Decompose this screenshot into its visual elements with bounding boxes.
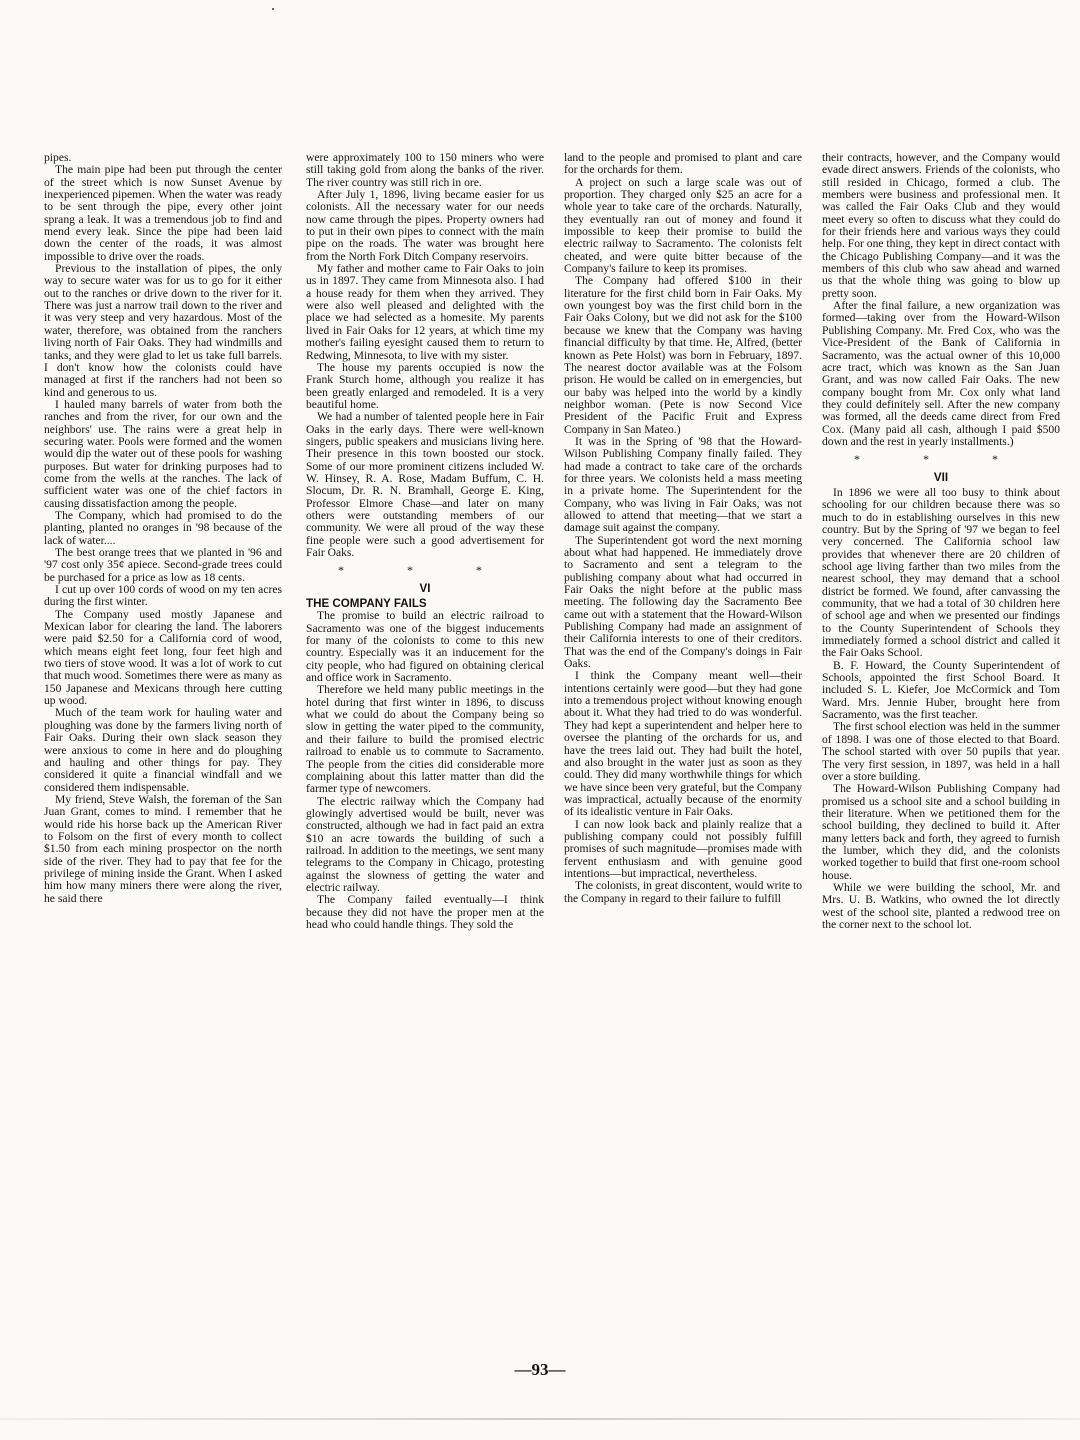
paragraph: The promise to build an electric railroad to Sacramento was one of the biggest inducements for many of the colonists to come to this new country. Especially was it an inducement for the city people, who had figured on obtaining clerical and office work in Sacramento. — [306, 609, 544, 685]
section-number: VII — [933, 470, 949, 484]
paragraph: Therefore we held many public meetings in the hotel during that first winter in 1896, to discuss what we could do about the Company being so slow in getting the water piped to the community, and their failure to build the promised electric railroad to enable us to commute to Sacramento. The people from the cities did considerable more complaining about this latter matter than did the farmer type of newcomers. — [306, 683, 544, 796]
section-separator: * * * — [854, 452, 1028, 467]
paragraph: I think the Company meant well—their intentions certainly were good—but they had gone into a tremendous project without knowing enough about it. What they had tried to do was wonderful. They had kept a superintendent and helper here to oversee the planting of the orchards for us, and have the trees laid out. They had built the hotel, and also brought in the water just as soon as they could. They did many worthwhile things for which we have since been very grateful, but the Company was impractical, actually because of the enormity of its idealistic venture in Fair Oaks. — [564, 669, 802, 819]
text-column-1 — [44, 152, 282, 905]
paragraph: were approximately 100 to 150 miners who were still taking gold from along the banks of the river. The river country was still rich in ore. — [306, 151, 544, 189]
paragraph: The colonists, in great discontent, would write to the Company in regard to their failure to fulfill — [564, 879, 803, 905]
paragraph: The Company used mostly Japanese and Mexican labor for clearing the land. The laborers were paid $2.50 for a California cord of wood, which means eight feet long, four feet high and two tiers of stove wood. It was a lot of work to cut that much wood. Sometimes there were as many as 150 Japanese and Mexicans through here cutting up wood. — [44, 607, 282, 708]
paragraph: It was in the Spring of '98 that the Howard-Wilson Publishing Company finally failed. They had made a contract to take care of the orchards for three years. We colonists held a mass meeting in a private home. The Superintendent for the Company, who was living in Fair Oaks, was not allowed to attend that meeting—that we start a damage suit against the company. — [564, 434, 802, 535]
section-separator: * * * — [338, 563, 512, 578]
paragraph: A project on such a large scale was out of proportion. They charged only $25 an acre for a whole year to take care of the orchards. Naturally, they eventually ran out of money and found it impossible to keep their promise to build the electric railway to Sacramento. The colonists felt cheated, and were quite bitter because of the Company's failure to keep its promises. — [564, 175, 802, 276]
paragraph: Much of the team work for hauling water and ploughing was done by the farmers living north of Fair Oaks. During their own slack season they were anxious to come in here and do ploughing and hauling and other things for pay. They considered it quite a financial windfall and we considered them indispensable. — [44, 706, 282, 794]
text-column-2 — [306, 152, 544, 931]
paragraph: The Superintendent got word the next morning about what had happened. He immediately drove to Sacramento and sent a telegram to the publishing company about what had occurred in Fair Oaks the night before at the public mass meeting. The following day the Sacramento Bee came out with a statement that the Howard-Wilson Publishing Company had made an assignment of their California interests to one of their creditors. That was the end of the Company's doings in Fair Oaks. — [564, 533, 802, 671]
paragraph: The Company, which had promised to do the planting, planted no oranges in '98 because of the lack of water.... — [44, 508, 282, 547]
paragraph: I cut up over 100 cords of wood on my ten acres during the first winter. — [44, 583, 282, 609]
paragraph: The Company had offered $100 in their literature for the first child born in Fair Oaks. My own youngest boy was the first child born in the Fair Oaks Colony, but we did not ask for the $100 because we knew that the Company was having financial difficulty by that time. He, Alfred, (better known as Pete Holst) was born in February, 1897. The nearest doctor available was at the Folsom prison. He would be called on in emergencies, but our baby was helped into the world by a kindly neighbor woman. (Pete is now Second Vice President of the Pacific Fruit and Express Company in San Mateo.) — [564, 274, 802, 436]
paragraph: I can now look back and plainly realize that a publishing company could not possibly fulfill promises of such magnitude—promises made with fervent enthusiasm and with genuine good intentions—but impractical, nevertheless. — [564, 817, 802, 880]
scan-speck — [272, 8, 274, 10]
paragraph: After the final failure, a new organization was formed—taking over from the Howard-Wilson Publishing Company. Mr. Fred Cox, who was the Vice-President of the Bank of California in Sacramento, was the actual owner of this 10,000 acre tract, which was known as the San Juan Grant, and was now called Fair Oaks. The new company bought from Mr. Cox only what land they could definitely sell. After the new company was formed, all the deeds came direct from Fred Cox. (Many paid all cash, although I paid $500 down and the rest in yearly installments.) — [822, 299, 1060, 448]
paragraph: The first school election was held in the summer of 1898. I was one of those elected to that Board. The school started with over 50 pupils that year. The very first session, in 1897, was held in a hall over a store building. — [822, 720, 1060, 783]
paragraph: pipes. — [44, 151, 72, 164]
paragraph: B. F. Howard, the County Superintendent of Schools, appointed the first School Board. It included S. L. Kiefer, Joe McCormick and Tom Ward. Mrs. Jennie Huber, brought here from Sacramento, was the first teacher. — [822, 658, 1060, 722]
text-column-4 — [822, 152, 1060, 931]
paragraph: While we were building the school, Mr. and Mrs. U. B. Watkins, who owned the lot directly west of the school site, planted a redwood tree on the corner next to the school lot. — [822, 880, 1060, 931]
paragraph: The best orange trees that we planted in '96 and '97 cost only 35¢ apiece. Second-grade trees could be purchased for a price as low as 18 cents. — [44, 546, 282, 584]
paragraph: The house my parents occupied is now the Frank Sturch home, although you realize it has been greatly enlarged and remodeled. It is a very beautiful home. — [306, 360, 544, 411]
paragraph: Previous to the installation of pipes, the only way to secure water was for us to go for it either out to the ranches or drive down to the river for it. There was just a narrow trail down to the river and it was very steep and very hazardous. Most of the water, therefore, was obtained from the ranchers living north of Fair Oaks. They had windmills and tanks, and they were glad to let us take full barrels. I don't know how the colonists could have managed at first if the ranchers had not been so kind and generous to us. — [44, 262, 282, 399]
paragraph: After July 1, 1896, living became easier for us colonists. All the necessary water for our needs now came through the pipes. Property owners had to put in their own pipes to connect with the main pipe on the roads. The water was brought here from the North Fork Ditch Company reservoirs. — [306, 188, 544, 263]
bottom-scan-edge — [0, 1418, 1080, 1420]
paragraph: In 1896 we were all too busy to think about schooling for our children because there was so much to do in establishing ourselves in this new country. But by the Spring of '97 we began to feel very concerned. The California school law provides that whenever there are 20 children of school age living farther than two miles from the nearest school, they may demand that a school district be formed. We found, after canvassing the community, that we had a total of 30 children here of school age and when we presented our findings to the County Superintendent of Schools they immediately formed a school district and called it the Fair Oaks School. — [822, 485, 1060, 660]
paragraph: The Howard-Wilson Publishing Company had promised us a school site and a school building in their literature. When we petitioned them for the school building, they declined to build it. After many letters back and forth, they agreed to furnish the lumber, which they did, and the colonists worked together to build that first one-room school house. — [822, 782, 1060, 882]
section-number: VI — [419, 581, 431, 595]
section-title: THE COMPANY FAILS — [306, 597, 427, 611]
paragraph: The Company failed eventually—I think because they did not have the proper men at the head who could handle things. They sold the — [306, 893, 544, 931]
paragraph: My friend, Steve Walsh, the foreman of the San Juan Grant, comes to mind. I remember that he would ride his horse back up the American River to Folsom on the first of every month to collect $1.50 from each mining prospector on the north side of the river. They had to pay that fee for the privilege of mining inside the Grant. When I asked him how many miners there were along the river, he said there — [44, 792, 282, 905]
paragraph: The main pipe had been put through the center of the street which is now Sunset Avenue by inexperienced pipemen. When the water was ready to be sent through the pipe, every other joint sprang a leak. It was a tremendous job to find and mend every leak. Since the pipe had been laid down the center of the roads, it was almost impossible to drive over the roads. — [44, 163, 282, 263]
page-number: —93— — [514, 1360, 566, 1379]
paragraph: land to the people and promised to plant and care for the orchards for them. — [564, 151, 802, 177]
paragraph: We had a number of talented people here in Fair Oaks in the early days. There were well-known singers, public speakers and musicians living here. Their presence in this town boosted our stock. Some of our more prominent citizens included W. W. Hinsey, R. A. Rose, Madam Buffum, C. H. Slocum, Dr. R. N. Bramhall, George E. King, Professor Elmore Chase—and later on many others were outstanding members of our community. We were all proud of the way these fine people were such a good advertisement for Fair Oaks. — [306, 410, 544, 559]
paragraph: The electric railway which the Company had glowingly advertised would be built, never was constructed, although we had in fact paid an extra $10 an acre towards the building of such a railroad. In addition to the meetings, we sent many telegrams to the Company in Chicago, protesting against the slowness of getting the water and electric railway. — [306, 794, 544, 894]
paragraph: their contracts, however, and the Company would evade direct answers. Friends of the colonists, who still resided in Chicago, formed a club. The members were business and professional men. It was called the Fair Oaks Club and they would meet every so often to discuss what they could do for their friends here and various ways they could help. For one thing, they kept in direct contact with the Chicago Publishing Company—and it was the members of this club who saw ahead and warned us that the whole thing was going to blow up pretty soon. — [822, 151, 1060, 300]
paragraph: I hauled many barrels of water from both the ranches and from the river, for our own and the neighbors' use. The rains were a great help in securing water. Pools were formed and the women would dip the water out of these pools for washing purposes. But water for drinking purposes had to come from the wells at the ranches. The lack of sufficient water was one of the chief factors in causing dissatisfaction among the people. — [44, 397, 282, 510]
paragraph: My father and mother came to Fair Oaks to join us in 1897. They came from Minnesota also. I had a house ready for them when they arrived. They were also well pleased and delighted with the place we had selected as a homesite. My parents lived in Fair Oaks for 12 years, at which time my mother's failing eyesight caused them to return to Redwing, Minnesota, to live with my sister. — [306, 262, 544, 362]
text-column-3 — [564, 152, 802, 905]
